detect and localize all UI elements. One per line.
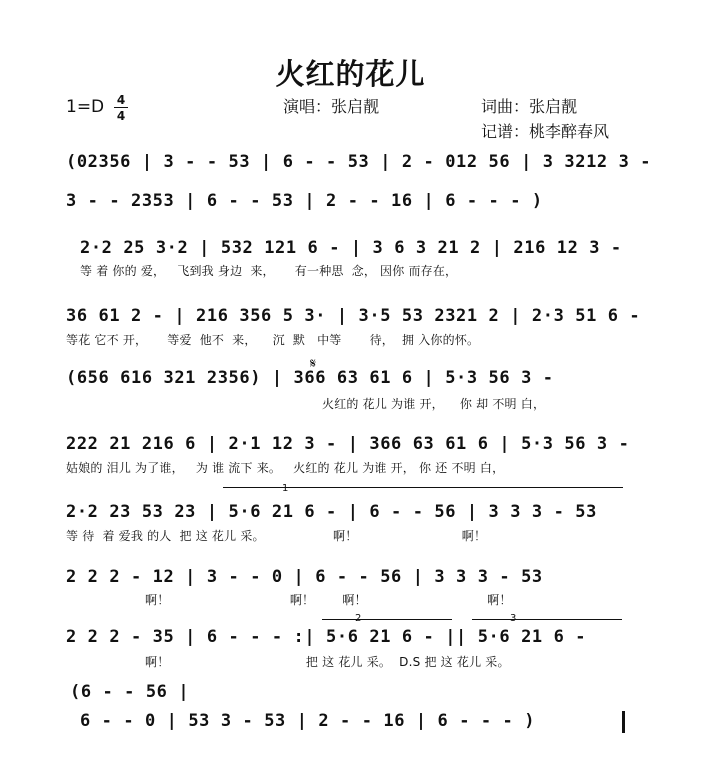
notation-row-9: 2 2 2 - 35 | 6 - - - :| 5·6 21 6 - || 5·6 21 6 - xyxy=(66,627,587,647)
lyrics-row-6: 姑娘的 泪儿 为了谁， 为 谁 流下 来。 火红的 花儿 为谁 开， 你 还 不明 白， xyxy=(66,461,505,475)
composer-credit: 词曲：张启靓 xyxy=(481,97,578,116)
notation-row-3: 2·2 25 3·2 | 532 121 6 - | 3 6 3 21 2 | 216 12 3 - xyxy=(80,238,622,258)
volta-1-label: 1 xyxy=(282,483,289,494)
segno-sign: 𝄋 xyxy=(310,356,317,372)
notation-row-2: 3 - - 2353 | 6 - - 53 | 2 - - 16 | 6 - - - ) xyxy=(66,191,543,211)
lyrics-row-8: 啊！ 啊！ 啊！ 啊！ xyxy=(145,593,512,607)
final-barline xyxy=(622,711,625,733)
lyrics-row-9: 啊！ 把 这 花儿 采。 D.S 把 这 花儿 采。 xyxy=(145,655,510,669)
volta-2-label: 2 xyxy=(355,613,362,624)
volta-3-bracket xyxy=(472,619,622,620)
lyrics-row-4: 等花 它不 开， 等爱 他不 来， 沉 默 中等 待， 拥 入你的怀。 xyxy=(66,333,480,347)
transcriber-credit: 记谱：桃李醉春风 xyxy=(481,122,610,141)
lyrics-row-5: 火红的 花儿 为谁 开， 你 却 不明 白， xyxy=(322,397,546,411)
notation-row-5: (656 616 321 2356) | 366 63 61 6 | 5·3 56 3 - xyxy=(66,368,554,388)
notation-row-6: 222 21 216 6 | 2·1 12 3 - | 366 63 61 6 | 5·3 56 3 - xyxy=(66,434,630,454)
singer-credit: 演唱：张启靓 xyxy=(283,97,380,116)
lyrics-row-3: 等 着 你的 爱， 飞到我 身边 来， 有一种思 念， 因你 而存在， xyxy=(80,264,458,278)
notation-row-4: 36 61 2 - | 216 356 5 3· | 3·5 53 2321 2 | 2·3 51 6 - xyxy=(66,306,641,326)
volta-2-bracket xyxy=(322,619,452,620)
notation-row-7: 2·2 23 53 23 | 5·6 21 6 - | 6 - - 56 | 3 3 3 - 53 xyxy=(66,502,597,522)
time-signature-line xyxy=(114,107,128,108)
notation-row-1: (02356 | 3 - - 53 | 6 - - 53 | 2 - 012 56 | 3 3212 3 - xyxy=(66,152,652,172)
volta-3-label: 3 xyxy=(510,613,517,624)
notation-row-8: 2 2 2 - 12 | 3 - - 0 | 6 - - 56 | 3 3 3 - 53 xyxy=(66,567,543,587)
time-signature-top: 4 xyxy=(116,93,126,107)
time-signature-bottom: 4 xyxy=(116,109,126,123)
song-title: 火红的花儿 xyxy=(275,57,426,91)
key-signature: 1=D xyxy=(66,97,105,117)
notation-row-11: 6 - - 0 | 53 3 - 53 | 2 - - 16 | 6 - - - ) xyxy=(80,711,536,731)
lyrics-row-7: 等 待 着 爱我 的人 把 这 花儿 采。 啊！ 啊！ xyxy=(66,529,487,543)
notation-row-10: (6 - - 56 | xyxy=(70,682,190,702)
